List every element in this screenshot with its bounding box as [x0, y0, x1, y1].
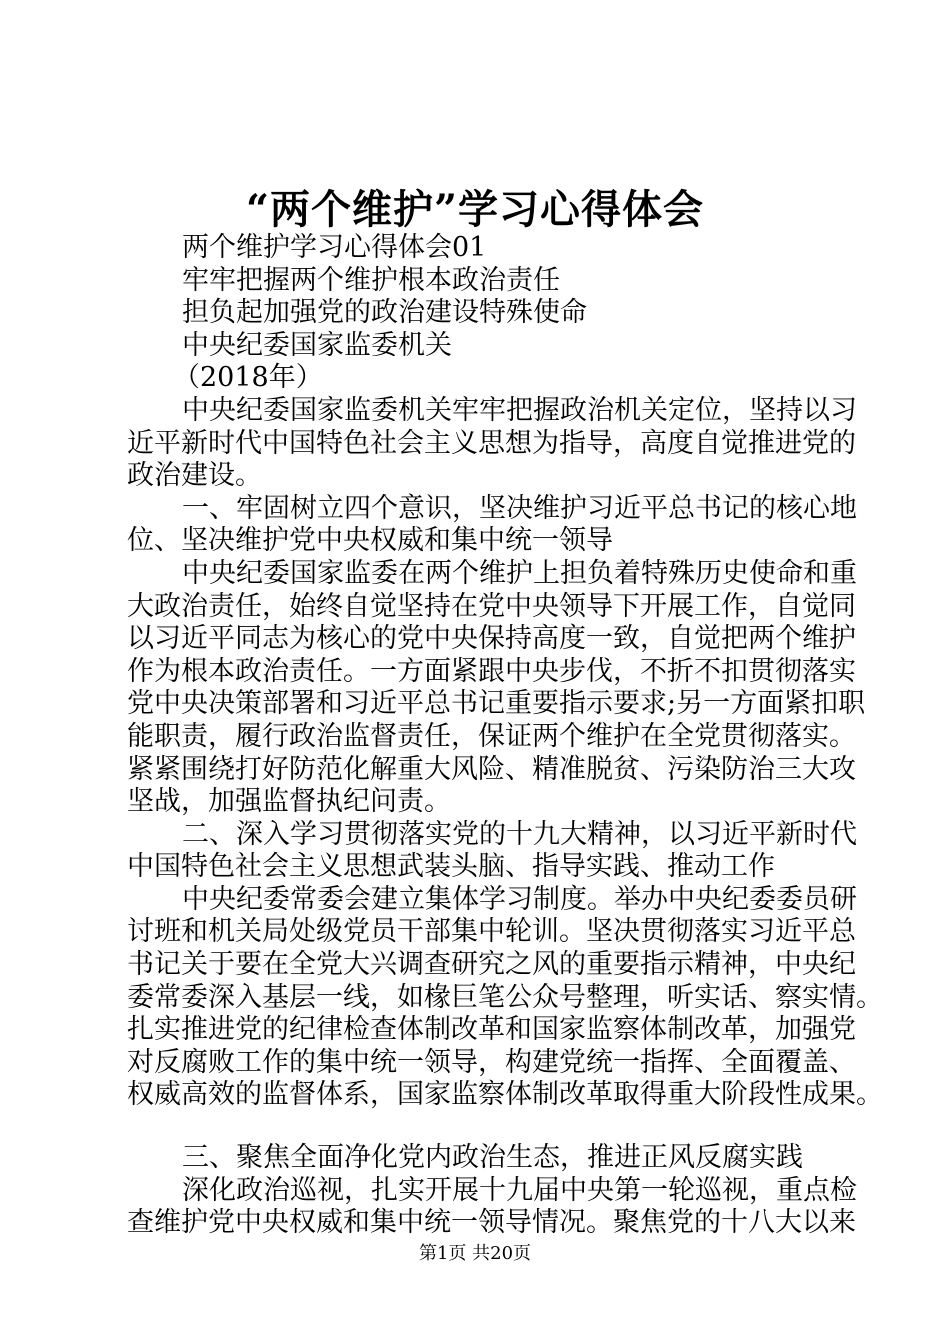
paragraph-line: 以习近平同志为核心的党中央保持高度一致，自觉把两个维护: [127, 623, 856, 655]
paragraph-line: 查维护党中央权威和集中统一领导情况。聚焦党的十八大以来: [127, 1207, 856, 1239]
paragraph-line: 能职责，履行政治监督责任，保证两个维护在全党贯彻落实。: [127, 720, 856, 752]
document-title: “两个维护”学习心得体会: [245, 186, 704, 233]
paragraph-line: 扎实推进党的纪律检查体制改革和国家监察体制改革，加强党: [127, 1014, 856, 1046]
section-heading-line: 一、牢固树立四个意识，坚决维护习近平总书记的核心地: [182, 492, 857, 524]
paragraph-line: 对反腐败工作的集中统一领导，构建党统一指挥、全面覆盖、: [127, 1046, 856, 1078]
section-heading-line: 位、坚决维护党中央权威和集中统一领导: [127, 525, 613, 557]
paragraph-line: 中央纪委国家监委机关牢牢把握政治机关定位，坚持以习: [182, 394, 857, 426]
paragraph-line: 作为根本政治责任。一方面紧跟中央步伐，不折不扣贯彻落实: [127, 655, 856, 687]
paragraph-gap: [127, 1112, 839, 1142]
paragraph-line: 讨班和机关局处级党员干部集中轮训。坚决贯彻落实习近平总: [127, 916, 856, 948]
year-line: （2018年）: [173, 362, 323, 394]
paragraph-line: 坚战，加强监督执纪问责。: [127, 786, 451, 818]
document-body: [127, 232, 883, 1240]
paragraph-line: 中央纪委常委会建立集体学习制度。举办中央纪委委员研: [182, 883, 857, 915]
paragraph-line: 党中央决策部署和习近平总书记重要指示要求;另一方面紧扣职: [127, 688, 866, 720]
subtitle-line: 担负起加强党的政治建设特殊使命: [182, 297, 587, 329]
paragraph-line: 权威高效的监督体系，国家监察体制改革取得重大阶段性成果。: [127, 1079, 883, 1111]
subtitle-line: 两个维护学习心得体会01: [182, 232, 487, 263]
section-heading-line: 中国特色社会主义思想武装头脑、指导实践、推动工作: [127, 851, 775, 883]
page-number-footer: 第1页 共20页: [418, 1243, 532, 1264]
paragraph-line: 紧紧围绕打好防范化解重大风险、精准脱贫、污染防治三大攻: [127, 753, 856, 785]
subtitle-line: 牢牢把握两个维护根本政治责任: [182, 264, 560, 296]
paragraph-line: 大政治责任，始终自觉坚持在党中央领导下开展工作，自觉同: [127, 590, 856, 622]
paragraph-line: 近平新时代中国特色社会主义思想为指导，高度自觉推进党的: [127, 427, 856, 459]
section-heading-line: 三、聚焦全面净化党内政治生态，推进正风反腐实践: [182, 1142, 803, 1174]
section-heading-line: 二、深入学习贯彻落实党的十九大精神，以习近平新时代: [182, 818, 857, 850]
paragraph-line: 深化政治巡视，扎实开展十九届中央第一轮巡视，重点检: [182, 1174, 857, 1206]
paragraph-line: 委常委深入基层一线，如椽巨笔公众号整理，听实话、察实情。: [127, 981, 883, 1013]
author-line: 中央纪委国家监委机关: [182, 329, 452, 361]
paragraph-line: 中央纪委国家监委在两个维护上担负着特殊历史使命和重: [182, 557, 857, 589]
paragraph-line: 政治建设。: [127, 460, 262, 492]
paragraph-line: 书记关于要在全党大兴调查研究之风的重要指示精神，中央纪: [127, 949, 856, 981]
